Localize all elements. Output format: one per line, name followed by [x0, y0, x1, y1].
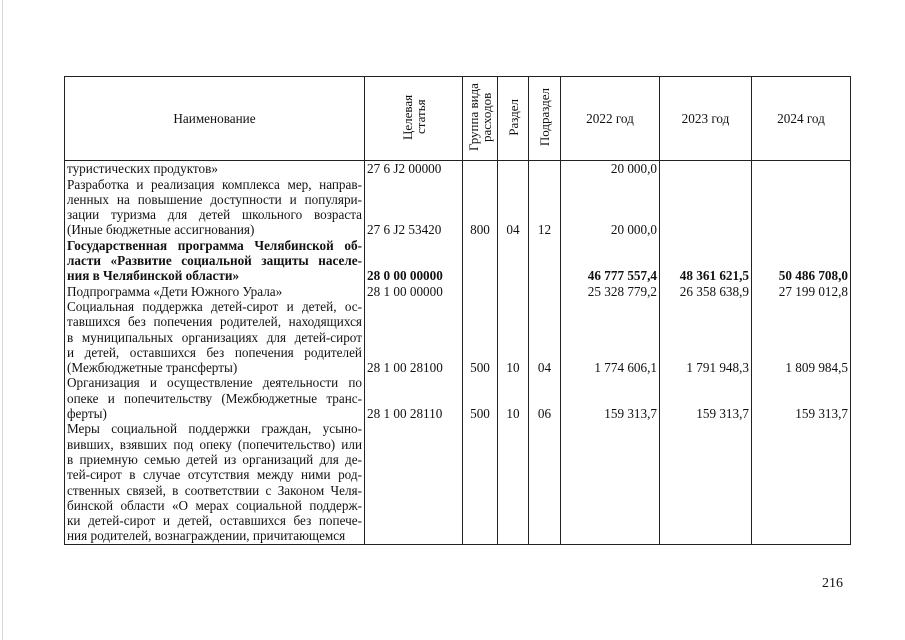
row-section: [498, 284, 529, 299]
row-amount-2024: [752, 177, 851, 238]
row-section: [498, 421, 529, 544]
row-subsection: [529, 238, 561, 284]
row-name: [65, 238, 365, 284]
row-name-line: Государственная программа Челябинской об-: [67, 237, 362, 253]
row-amount-2022: [561, 421, 660, 544]
row-name-line: зации туризма для детей школьного возраста: [67, 207, 362, 223]
row-expense-group: [463, 421, 498, 544]
row-target-article: 27 6 J2 53420: [365, 177, 463, 238]
row-name-line: (Иные бюджетные ассигнования): [67, 222, 255, 238]
row-name-line: Разработка и реализация комплекса мер, направ-: [67, 176, 362, 192]
row-name-line: бинской области «О мерах социальной поддерж-: [67, 497, 362, 513]
row-amount-2023: [660, 177, 752, 238]
row-amount-2023: 159 313,7: [660, 375, 752, 421]
row-section: [498, 161, 529, 177]
row-amount-2024: [752, 421, 851, 544]
row-target-article: [365, 421, 463, 544]
row-target-article: 28 1 00 00000: [365, 284, 463, 299]
row-expense-group: 500: [463, 375, 498, 421]
row-target-article: 28 1 00 28110: [365, 375, 463, 421]
row-name-line: ния в Челябинской области»: [67, 268, 240, 284]
row-expense-group: 800: [463, 177, 498, 238]
row-target-article: 28 1 00 28100: [365, 299, 463, 375]
row-amount-2022: 1 774 606,1: [561, 299, 660, 375]
row-name-line: ния родителей, вознаграждении, причитающемся: [67, 528, 346, 544]
row-name-line: тей-сирот в случае отсутствия между ними род-: [67, 467, 362, 483]
table-row: [65, 284, 851, 299]
row-name-line: туристических продуктов»: [67, 161, 218, 177]
table-header-row: [65, 77, 851, 161]
row-name-line: в приемную семью детей из организаций для де-: [67, 451, 362, 467]
row-expense-group: 500: [463, 299, 498, 375]
header-name: Наименование: [65, 77, 365, 161]
row-name-line: Социальная поддержка детей-сирот и детей, ос-: [67, 298, 362, 314]
row-name-line: вивших, взявших под опеку (попечительство) или: [67, 436, 362, 452]
header-2022: 2022 год: [561, 77, 660, 161]
row-name-line: Подпрограмма «Дети Южного Урала»: [67, 283, 283, 299]
table-row: [65, 421, 851, 544]
row-name: [65, 161, 365, 177]
row-name-line: ласти «Развитие социальной защиты населе-: [67, 253, 362, 269]
row-target-article: 28 0 00 00000: [365, 238, 463, 284]
row-section: 04: [498, 177, 529, 238]
row-name-line: Организация и осуществление деятельности по: [67, 375, 362, 391]
budget-table: [64, 76, 851, 545]
row-amount-2022: 159 313,7: [561, 375, 660, 421]
row-amount-2022: 20 000,0: [561, 177, 660, 238]
row-amount-2024: 27 199 012,8: [752, 284, 851, 299]
row-amount-2024: 50 486 708,0: [752, 238, 851, 284]
header-2024: 2024 год: [752, 77, 851, 161]
row-name-line: и детей, оставшихся без попечения родителей: [67, 344, 362, 360]
row-expense-group: [463, 161, 498, 177]
row-name-line: ки детей-сирот и детей, оставшихся без попече-: [67, 513, 362, 529]
row-name-line: (Межбюджетные трансферты): [67, 360, 238, 376]
header-2023: 2023 год: [660, 77, 752, 161]
row-subsection: 06: [529, 375, 561, 421]
row-name: [65, 375, 365, 421]
row-section: 10: [498, 299, 529, 375]
page-number: 216: [822, 576, 843, 591]
row-name-line: ферты): [67, 406, 107, 422]
row-subsection: [529, 421, 561, 544]
row-amount-2024: 1 809 984,5: [752, 299, 851, 375]
row-amount-2024: [752, 161, 851, 177]
row-subsection: 12: [529, 177, 561, 238]
header-subsection: Подраздел: [529, 77, 561, 161]
row-section: 10: [498, 375, 529, 421]
row-amount-2024: 159 313,7: [752, 375, 851, 421]
row-target-article: 27 6 J2 00000: [365, 161, 463, 177]
header-expense-group: Группа вида расходов: [463, 77, 498, 161]
header-target-article: Целевая статья: [365, 77, 463, 161]
table-row: [65, 177, 851, 238]
row-subsection: 04: [529, 299, 561, 375]
row-name-line: тавшихся без попечения родителей, находящихся: [67, 314, 362, 330]
row-name-line: Меры социальной поддержки граждан, усыно-: [67, 421, 362, 437]
row-name: [65, 299, 365, 375]
row-name: [65, 421, 365, 544]
row-expense-group: [463, 238, 498, 284]
row-amount-2023: [660, 161, 752, 177]
row-amount-2023: 26 358 638,9: [660, 284, 752, 299]
table-row: [65, 238, 851, 284]
page-edge-line: [2, 0, 3, 640]
row-section: [498, 238, 529, 284]
row-amount-2022: 25 328 779,2: [561, 284, 660, 299]
row-expense-group: [463, 284, 498, 299]
table-row: [65, 299, 851, 375]
row-amount-2023: 48 361 621,5: [660, 238, 752, 284]
row-subsection: [529, 161, 561, 177]
table-body: [65, 161, 851, 544]
row-amount-2023: 1 791 948,3: [660, 299, 752, 375]
header-section: Раздел: [498, 77, 529, 161]
row-amount-2023: [660, 421, 752, 544]
row-name: [65, 177, 365, 238]
row-subsection: [529, 284, 561, 299]
row-name-line: опеке и попечительству (Межбюджетные транс-: [67, 390, 362, 406]
row-amount-2022: 46 777 557,4: [561, 238, 660, 284]
row-name: [65, 284, 365, 299]
row-name-line: ственных связей, в соответствии с Законом Челя-: [67, 482, 362, 498]
table-row: [65, 161, 851, 177]
row-amount-2022: 20 000,0: [561, 161, 660, 177]
table-row: [65, 375, 851, 421]
row-name-line: в муниципальных организациях для детей-сирот: [67, 329, 362, 345]
row-name-line: ленных на повышение доступности и популяри-: [67, 191, 362, 207]
